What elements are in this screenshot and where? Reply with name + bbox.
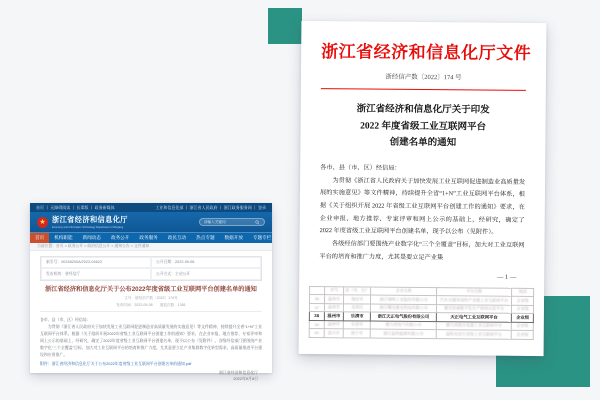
cell-type: 企业级 [512,296,534,305]
article-body [40,316,262,358]
document-number: 浙经信产数〔2022〕174 号 [385,73,462,82]
table-row [309,329,533,339]
meta-date: 公开日期：2022-09-08 [151,257,261,268]
cell-district: 乐清市 [344,320,371,329]
utility-links-left[interactable]: 首页 丨 无障碍阅读 丨 长辈版 丨 政务新媒体 [36,204,115,210]
search-input[interactable] [199,218,265,227]
nav-item[interactable]: 新闻动态 [82,235,101,240]
meta-index: 索引号：00248200A/2022-04622 [41,257,151,268]
nav-item[interactable]: 机构职能 [54,235,73,240]
cell-city: 嘉兴市 [324,329,344,338]
cell-no: 40 [309,329,324,338]
cell-platform: 天正电气工业互联网平台 [436,313,512,322]
meta-mode: 公开方式：主动公开 [151,268,261,279]
cell-no: 36 [309,295,324,304]
nav-item[interactable]: 首页 [30,233,49,243]
cell-district: 龙湾区 [344,303,371,312]
article-salutation: 各市、县（市、区）经信局： [40,316,91,322]
red-divider-line [321,88,526,91]
cell-district: 乐清市 [344,312,371,321]
meta-org: 发布机构：省经信厅 [41,268,151,279]
cell-no: 39 [309,320,324,329]
attachment-link[interactable]: 附件：浙江省经济和信息化厅关于公布2022年度省级工业互联网平台创建名单的通知.pdf [40,360,192,366]
document-paragraph: 为贯彻《浙江省人民政府关于加快发展工业互联网促进制造业高质量发展的实施意见》等文件精神，持续提升全省“1+N”工业互联网平台体系，根据《关于组织开展 2022 年省级工业互联网平台创建工作的通知》要求，在企业申报、地方推荐、专家评审和网上公示的基础上，经研究，确定了 2022 年度省级工业互联网平台创建名单，现予以公布（见附件）。 [319,176,526,237]
document-title-line: 2022 年度省级工业互联网平台 [360,121,487,133]
cell-company: 浙江曙光激光科技有限公司 [371,304,437,313]
utility-links-right[interactable]: 工业和信息化部 丨 浙江省人民政府 丨 浙江政务服务网 丨 登录 [155,204,266,210]
cell-district: 瑞安市 [344,295,371,304]
gov-website-screenshot [30,203,272,382]
search-placeholder: 请输入关键词 [204,219,226,224]
nav-item[interactable]: 专题专栏 [252,235,272,240]
cell-no: 38 [309,312,324,321]
cell-city: 温州市 [324,312,344,321]
breadcrumb: 当前位置：首页 > 政务公开 > 政府信息公开 > 通知公告 > 文件通知 [30,243,272,251]
cell-platform: 激光装备数字化生产协同示范平台 [436,304,512,313]
search-icon[interactable] [255,220,260,225]
cell-city: 温州市 [324,295,344,304]
article-content [30,251,272,383]
platform-list-table [309,286,534,340]
site-name-en: Economy and Information Technology Department of Zhejiang [52,226,124,229]
cell-city: 序号 [324,286,344,295]
nav-item[interactable]: 数据开放 [224,235,243,240]
nav-item[interactable]: 政务公开 [110,235,130,240]
cell-type: 企业级 [512,305,534,314]
site-name-cn: 浙江省经济和信息化厅 [52,215,128,224]
cell-no: 37 [309,303,324,312]
nav-item[interactable]: 政民互动 [167,235,187,240]
document-red-header: 浙江省经济和信息化厅文件 [321,42,532,63]
cell-type: 企业级 [512,313,534,322]
official-document [299,21,547,356]
article-docno: 文号：浙经信产数〔2022〕174号 [124,296,178,301]
cell-platform: 晶科光伏行业级工业互联网平台 [436,330,512,339]
article-title: 浙江省经济和信息化厅关于公布2022年度省级工业互联网平台创建名单的通知 [45,285,257,293]
cell-type: 企业级 [512,330,534,339]
page-number: — 1 — [496,273,517,281]
document-title [320,101,525,153]
signature-date: 2022年9月8日 [233,376,258,382]
main-nav [30,232,272,243]
signature-org: 浙江省经济和信息化厅 [219,369,258,375]
article-meta-box [40,256,262,281]
document-salutation: 各市、县（市、区）经信局： [320,163,401,172]
cell-platform: 德力西低压电器工业互联网平台 [436,321,512,330]
article-paragraph: 为贯彻《浙江省人民政府关于加快发展工业互联网促进制造业高质量发展的实施意见》等文件精神，持续提升全省“1+N”工业互联网平台体系，根据《关于组织开展2022年省级工业互联网平台创建工作的通知》要求，在企业申报、地方推荐、专家评审和网上公示的基础上，经研究，确定了2022年度省级工业互联网平台创建名单，现予以公布（见附件）。各级经信部门要围绕产业数字化“三个全覆盖”目标，加大对工业互联网平台的培育和推广力度，尤其是要立足产业集群数字化转型需求，高质量推进平台建设和应用推广。 [40,323,262,357]
document-body [319,162,525,265]
site-name [52,215,128,229]
cell-company: 浙江天正电气股份有限公司 [371,312,437,321]
document-title-line: 创建名单的通知 [389,137,457,149]
cell-city: 温州市 [324,320,344,329]
nav-item[interactable]: 政务服务 [139,235,158,240]
cell-company: 企业名称 [371,287,437,296]
nav-item[interactable]: 热点专题 [196,235,215,240]
signature-block [40,370,262,383]
national-emblem-icon: ★ [37,217,48,228]
cell-type: 级别 [512,288,534,297]
cell-district: 县（市、区） [344,286,371,295]
top-utility-bar [30,203,272,212]
cell-company: 浙江瑞明工业股份有限公司 [371,295,437,304]
cell-no [310,286,325,295]
cell-company: 德力西电气有限公司 [371,321,437,330]
cell-district: 海宁市 [343,329,370,338]
document-title-line: 浙江省经济和信息化厅关于印发 [356,104,490,116]
teal-square-top [268,8,302,44]
cell-company: 浙江晶科能源有限公司 [370,329,436,338]
cell-type: 企业级 [512,322,534,331]
article-publish-info: 发布时间：2022-09-08 浏览次数：1381 [40,303,262,312]
cell-platform: 平台名称 [436,287,512,296]
site-header [30,212,272,232]
cell-city: 温州市 [324,303,344,312]
document-paragraph: 各级经信部门要围绕产业数字化“三个全覆盖”目标，加大对工业互联网平台的培育和推广力度，尤其是要立足产业集 [319,240,525,261]
cell-platform: 汽车关键零部件产业链工业互联网平台 [436,296,512,305]
